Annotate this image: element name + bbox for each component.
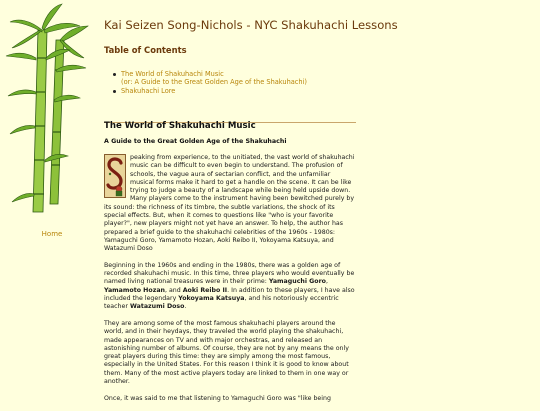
article-paragraph: [104, 154, 356, 254]
player-name: Yamamoto Hozan: [104, 286, 165, 294]
text-run: , and: [165, 286, 183, 294]
article-body: [104, 154, 356, 411]
article-paragraph: Once, it was said to me that listening to Yamaguchi Goro was "like being: [104, 394, 331, 402]
text-run: ,: [325, 278, 328, 286]
main-content: [104, 0, 534, 405]
home-link[interactable]: Home: [41, 230, 63, 238]
article-title: The World of Shakuhachi Music: [104, 121, 256, 131]
toc-item: [112, 70, 307, 87]
article-paragraph: They are among some of the most famous shakuhachi players around the world, and in their heydays, they traveled the world playing the shakuhachi, made appearances on TV and with major orchestras, and released an astonishing number of albums. Of course, they are not by any means the only great players during this time: they are simply among the most famous, especially in the United States. For this reason I think it is good to know about them. Many of the most active players today are linked to them in one way or another.: [104, 319, 349, 386]
bamboo-illustration-icon: [0, 0, 98, 215]
text-run: , and his notoriously eccentric teacher: [104, 295, 339, 311]
site-title: Kai Seizen Song-Nichols - NYC Shakuhachi Lessons: [104, 18, 398, 32]
text-run: . In addition to these players, I have also included the legendary: [104, 286, 355, 303]
toc-link-world-of-shakuhachi[interactable]: [121, 70, 307, 87]
illuminated-letter-s-icon: [104, 154, 126, 198]
player-name: Yamaguchi Goro: [268, 278, 326, 286]
article-subtitle: A Guide to the Great Golden Age of the Shakuhachi: [104, 138, 287, 145]
toc-item: [112, 87, 307, 95]
text-run: .: [184, 303, 187, 311]
table-of-contents: [112, 70, 307, 95]
text-run: Beginning in the 1960s and ending in the 1980s, there was a golden age of recorded shakuhachi music. In this time, three players who would eventually be named living national treasures were in their prime:: [104, 261, 355, 286]
article-paragraph-text: peaking from experience, to the unitiated, the vast world of shakuhachi music can be difficult to even begin to understand. The profusion of schools, the vague aura of sectarian conflict, and the unfamiliar musical forms make it hard to get a handle on the scene. It can be like trying to judge a beauty of a landscape while being held upside down. Many players come to the instrument having been bewitched purely by its sound: the richness of its timbre, the subtle variations, the shock of its special effects. But, when it comes to questions like "who is your favorite player?", new players might not yet have an answer. To help, the author has prepared a brief guide to the shakuhachi celebrities of the 1960s - 1980s: Yamaguchi Goro, Yamamoto Hozan, Aoki Reibo II, Yokoyama Katsuya, and Watazumi Doso: [104, 154, 355, 253]
toc-link-shakuhachi-lore[interactable]: Shakuhachi Lore: [121, 86, 176, 95]
player-name: Yokoyama Katsuya: [178, 295, 245, 303]
article-paragraph: [104, 262, 356, 312]
player-name: Aoki Reibo II: [182, 286, 228, 294]
toc-title: Table of Contents: [104, 45, 187, 55]
sidebar: [0, 0, 98, 405]
toc-link-label: The World of Shakuhachi Music: [121, 70, 224, 78]
toc-link-sublabel: (or: A Guide to the Great Golden Age of the Shakuhachi): [121, 78, 308, 87]
player-name: Watazumi Doso: [129, 303, 185, 311]
